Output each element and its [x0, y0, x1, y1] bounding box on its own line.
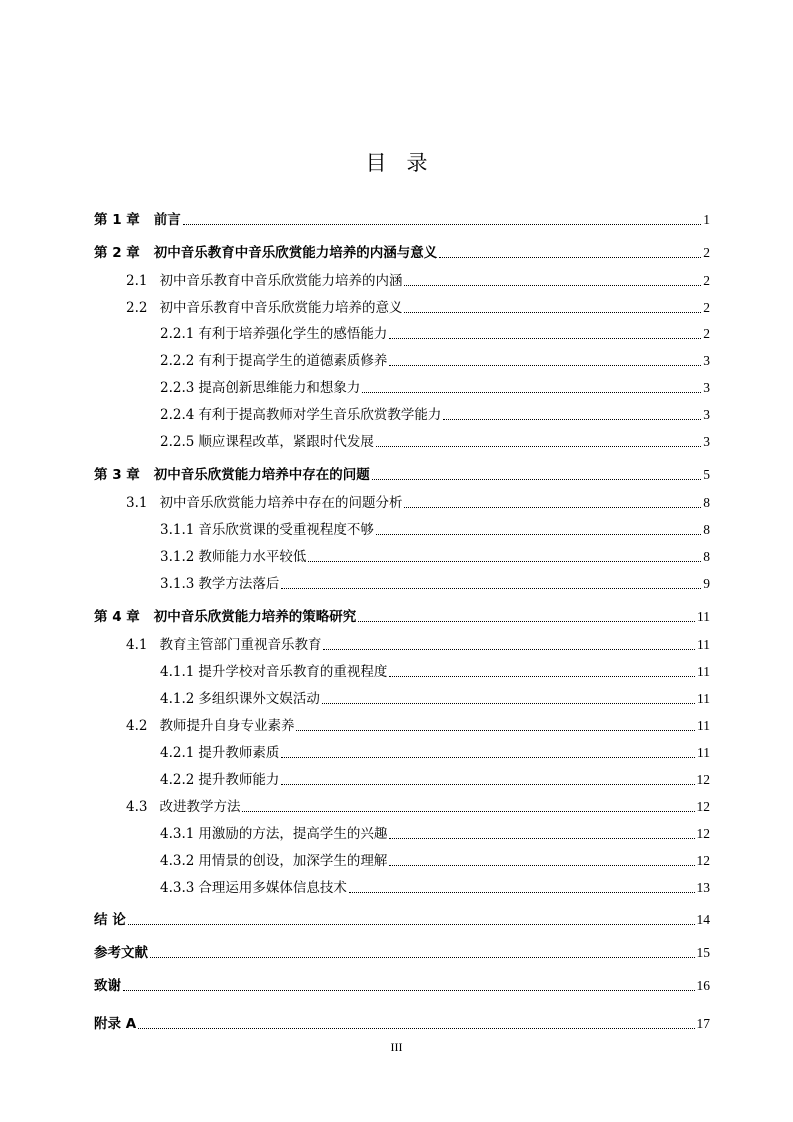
toc-entry-text: 有利于培养强化学生的感悟能力 — [198, 326, 388, 342]
toc-entry-text: 初中音乐教育中音乐欣赏能力培养的内涵 — [159, 273, 403, 289]
toc-entry-number: 4.1.2 — [160, 691, 195, 707]
toc-entry-number: 2.2.4 — [160, 407, 195, 423]
toc-dot-leader — [389, 338, 701, 339]
toc-entry-page: 2 — [703, 245, 710, 260]
toc-entry-text: 提升学校对音乐教育的重视程度 — [198, 664, 388, 680]
toc-dot-leader — [308, 561, 701, 562]
toc-entry[interactable] — [126, 794, 710, 816]
toc-entry-label — [126, 299, 402, 317]
toc-entry-page: 16 — [696, 978, 710, 993]
toc-dot-leader — [349, 892, 695, 893]
toc-entry-text: 初中音乐欣赏能力培养中存在的问题分析 — [159, 495, 403, 511]
toc-entry-text: 多组织课外文娱活动 — [198, 691, 320, 707]
toc-dot-leader — [281, 588, 701, 589]
toc-entry-number: 2.2.3 — [160, 380, 195, 396]
toc-entry-page: 14 — [696, 912, 710, 927]
toc-entry-label — [126, 494, 402, 512]
toc-entry[interactable] — [160, 821, 710, 843]
toc-entry[interactable] — [126, 490, 710, 512]
toc-entry[interactable] — [160, 348, 710, 370]
toc-dot-leader — [242, 811, 694, 812]
toc-entry-text: 结 论 — [94, 912, 126, 928]
toc-entry-text: 前言 — [153, 212, 181, 228]
toc-entry[interactable] — [94, 973, 710, 995]
toc-entry-label — [160, 690, 320, 708]
toc-entry-text: 教师能力水平较低 — [198, 549, 307, 565]
toc-entry-label — [160, 548, 306, 566]
toc-entry-label — [160, 575, 279, 593]
toc-entry-page: 11 — [697, 745, 710, 760]
toc-entry-number: 3.1.1 — [160, 522, 195, 538]
toc-entry-number: 3.1 — [126, 495, 148, 511]
toc-dot-leader — [358, 621, 695, 622]
toc-entry-number: 2.2.5 — [160, 434, 195, 450]
toc-entry-number: 第 4 章 — [94, 609, 140, 625]
toc-entry-text: 初中音乐欣赏能力培养中存在的问题 — [153, 467, 370, 483]
toc-entry-page: 12 — [696, 772, 710, 787]
toc-entry-number: 4.3.3 — [160, 880, 195, 896]
toc-entry-number: 4.3.1 — [160, 826, 195, 842]
toc-entry-number: 2.2.2 — [160, 353, 195, 369]
toc-entry[interactable] — [160, 848, 710, 870]
toc-entry-page: 11 — [697, 718, 710, 733]
toc-entry-page: 8 — [703, 522, 710, 537]
toc-entry-label — [94, 244, 437, 262]
toc-entry-page: 12 — [696, 853, 710, 868]
toc-entry-page: 8 — [703, 495, 710, 510]
toc-entry[interactable] — [94, 1011, 710, 1033]
toc-dot-leader — [183, 224, 701, 225]
toc-entry-number: 第 1 章 — [94, 212, 140, 228]
toc-dot-leader — [376, 534, 701, 535]
toc-entry-label — [160, 406, 441, 424]
toc-dot-leader — [322, 703, 695, 704]
toc-dot-leader — [439, 257, 701, 258]
toc-title — [0, 148, 793, 178]
toc-entry-text: 改进教学方法 — [159, 799, 241, 815]
toc-entry-number: 2.2.1 — [160, 326, 195, 342]
toc-entry-page: 2 — [703, 273, 710, 288]
toc-entry[interactable] — [160, 686, 710, 708]
toc-entry-text: 有利于提高学生的道德素质修养 — [198, 353, 388, 369]
toc-entry-page: 13 — [696, 880, 710, 895]
toc-entry[interactable] — [126, 713, 710, 735]
toc-entry-text: 教学方法落后 — [198, 576, 280, 592]
toc-entry-page: 11 — [697, 691, 710, 706]
toc-entry-label — [126, 636, 321, 654]
toc-entry-label — [94, 911, 126, 929]
toc-entry-text: 初中音乐欣赏能力培养的策略研究 — [153, 609, 357, 625]
toc-entry-label — [126, 798, 240, 816]
toc-entry[interactable] — [94, 240, 710, 262]
toc-dot-leader — [376, 446, 701, 447]
toc-entry-number: 4.1 — [126, 637, 148, 653]
toc-entry-label — [160, 744, 279, 762]
toc-entry[interactable] — [94, 907, 710, 929]
toc-dot-leader — [150, 957, 695, 958]
toc-entry-text: 提高创新思维能力和想象力 — [198, 380, 361, 396]
toc-entry[interactable] — [160, 375, 710, 397]
toc-entry-number: 第 2 章 — [94, 245, 140, 261]
toc-entry-label — [160, 352, 387, 370]
toc-entry-label — [160, 521, 374, 539]
toc-entry-label — [94, 608, 356, 626]
toc-dot-leader — [123, 990, 695, 991]
toc-entry[interactable] — [160, 517, 710, 539]
toc-dot-leader — [404, 312, 701, 313]
toc-dot-leader — [404, 507, 701, 508]
toc-entry[interactable] — [126, 632, 710, 654]
toc-dot-leader — [138, 1028, 694, 1029]
toc-entry-number: 第 3 章 — [94, 467, 140, 483]
toc-entry[interactable] — [94, 462, 710, 484]
toc-entry-label — [160, 663, 387, 681]
toc-entry-page: 12 — [696, 799, 710, 814]
toc-entry[interactable] — [126, 268, 710, 290]
toc-dot-leader — [128, 924, 695, 925]
toc-entry-text: 用激励的方法，提高学生的兴趣 — [198, 826, 388, 842]
toc-dot-leader — [389, 865, 694, 866]
toc-entry-label — [94, 977, 121, 995]
toc-entry-page: 5 — [703, 467, 710, 482]
toc-entry-number: 4.2 — [126, 718, 148, 734]
toc-entry-number: 4.2.1 — [160, 745, 195, 761]
toc-entry-text: 音乐欣赏课的受重视程度不够 — [198, 522, 374, 538]
toc-entry-page: 15 — [696, 945, 710, 960]
toc-entry-label — [160, 825, 387, 843]
toc-entry-number: 4.2.2 — [160, 772, 195, 788]
toc-entry-label — [160, 879, 347, 897]
toc-entry-text: 合理运用多媒体信息技术 — [198, 880, 347, 896]
toc-entry-page: 12 — [696, 826, 710, 841]
toc-entry[interactable] — [94, 940, 710, 962]
toc-entry-text: 初中音乐教育中音乐欣赏能力培养的意义 — [159, 300, 403, 316]
toc-dot-leader — [404, 285, 701, 286]
toc-entry[interactable] — [160, 659, 710, 681]
toc-entry-label — [94, 211, 181, 229]
toc-entry-page: 2 — [703, 326, 710, 341]
toc-dot-leader — [296, 730, 695, 731]
toc-dot-leader — [389, 676, 695, 677]
toc-entry-label — [160, 325, 387, 343]
toc-entry-text: 教育主管部门重视音乐教育 — [159, 637, 322, 653]
toc-dot-leader — [389, 365, 701, 366]
toc-entry-number: 3.1.3 — [160, 576, 195, 592]
toc-entry-number: 4.3.2 — [160, 853, 195, 869]
toc-entry-text: 用情景的创设，加深学生的理解 — [198, 853, 388, 869]
toc-entry-page: 3 — [703, 353, 710, 368]
toc-entry-number: 4.3 — [126, 799, 148, 815]
toc-entry[interactable] — [160, 571, 710, 593]
toc-entry[interactable] — [160, 740, 710, 762]
toc-dot-leader — [323, 649, 695, 650]
toc-entry-label — [126, 717, 294, 735]
toc-entry-page: 8 — [703, 549, 710, 564]
toc-dot-leader — [372, 479, 701, 480]
toc-entry-page: 11 — [697, 664, 710, 679]
toc-dot-leader — [362, 392, 701, 393]
toc-entry-page: 1 — [703, 212, 710, 227]
toc-entry-number: 3.1.2 — [160, 549, 195, 565]
toc-dot-leader — [443, 419, 701, 420]
toc-entry-number: 2.1 — [126, 273, 148, 289]
toc-entry-page: 3 — [703, 407, 710, 422]
toc-entry[interactable] — [126, 295, 710, 317]
toc-entry-page: 11 — [697, 637, 710, 652]
toc-entry-text: 提升教师素质 — [198, 745, 280, 761]
toc-entry[interactable] — [94, 207, 710, 229]
toc-entry[interactable] — [160, 875, 710, 897]
page-number: III — [390, 1040, 403, 1054]
toc-entry-page: 9 — [703, 576, 710, 591]
toc-entry-page: 17 — [696, 1016, 710, 1031]
toc-entry-label — [94, 944, 148, 962]
toc-entry-page: 2 — [703, 300, 710, 315]
toc-dot-leader — [281, 757, 695, 758]
toc-entry-page: 3 — [703, 380, 710, 395]
toc-dot-leader — [389, 838, 694, 839]
toc-title-char: 录 — [406, 151, 428, 175]
toc-entry-label — [126, 272, 402, 290]
toc-entry-label — [160, 852, 387, 870]
toc-entry-label — [160, 433, 374, 451]
toc-entry-text: 初中音乐教育中音乐欣赏能力培养的内涵与意义 — [153, 245, 438, 261]
toc-entry-number: 2.2 — [126, 300, 148, 316]
toc-entry-text: 有利于提高教师对学生音乐欣赏教学能力 — [198, 407, 442, 423]
toc-entry[interactable] — [160, 767, 710, 789]
toc-title-char: 目 — [365, 151, 387, 175]
toc-entry[interactable] — [160, 429, 710, 451]
toc-entry-text: 教师提升自身专业素养 — [159, 718, 295, 734]
toc-entry-page: 11 — [697, 609, 710, 624]
toc-entry[interactable] — [160, 544, 710, 566]
toc-dot-leader — [281, 784, 694, 785]
toc-entry[interactable] — [160, 321, 710, 343]
toc-entry-text: 附录 A — [94, 1016, 137, 1032]
toc-entry-text: 参考文献 — [94, 945, 148, 961]
toc-entry-page: 3 — [703, 434, 710, 449]
toc-entry[interactable] — [160, 402, 710, 424]
toc-entry-text: 致谢 — [94, 978, 121, 994]
toc-entry-text: 提升教师能力 — [198, 772, 280, 788]
toc-entry-label — [160, 379, 360, 397]
toc-entry-number: 4.1.1 — [160, 664, 195, 680]
toc-entry-text: 顺应课程改革，紧跟时代发展 — [198, 434, 374, 450]
toc-entry-label — [94, 1015, 136, 1033]
toc-entry-label — [160, 771, 279, 789]
toc-entry[interactable] — [94, 604, 710, 626]
toc-entry-label — [94, 466, 370, 484]
